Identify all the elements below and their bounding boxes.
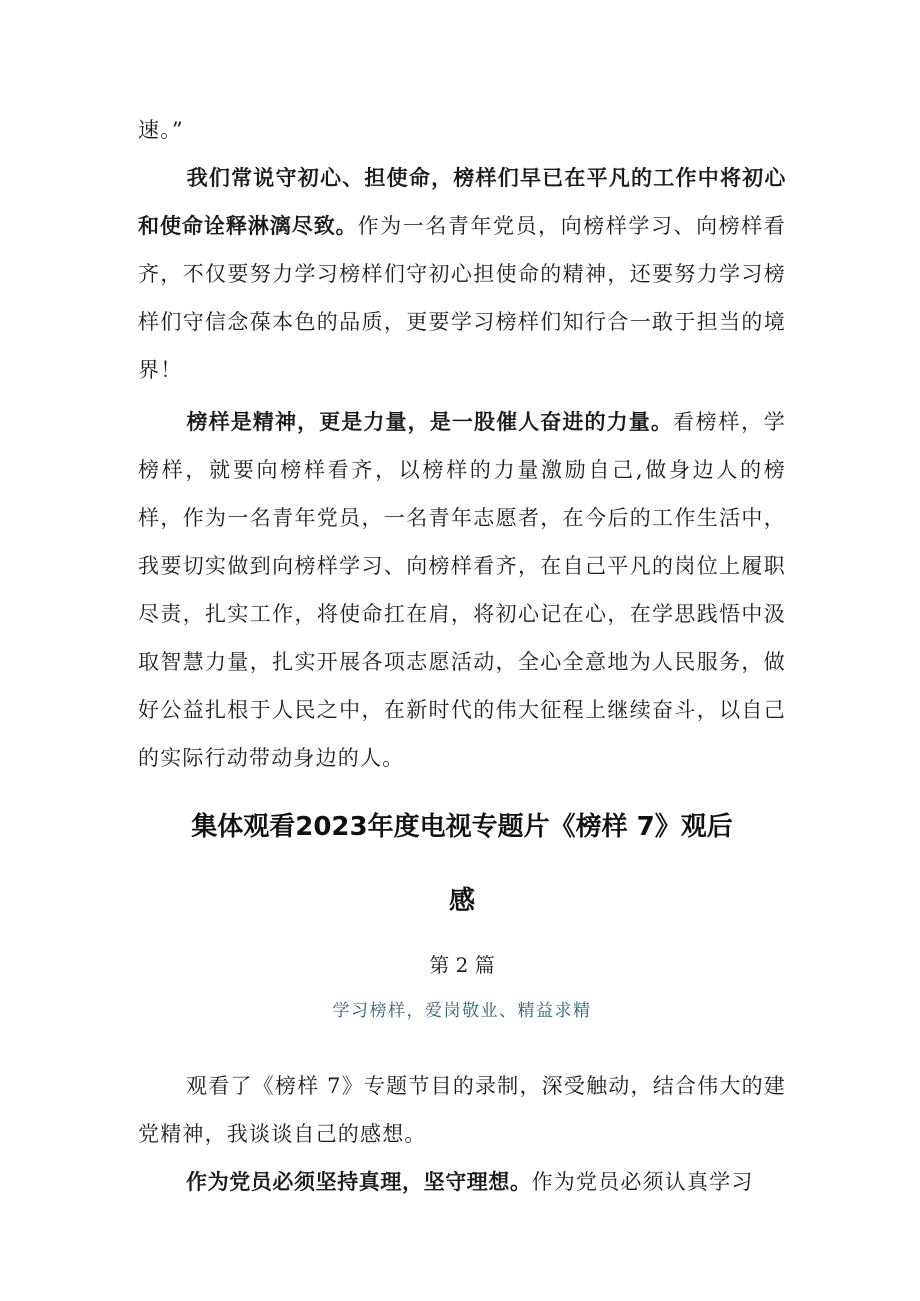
article-subtitle: 学习榜样，爱岗敬业、精益求精 <box>332 1001 592 1021</box>
paragraph-lead-bold: 榜样是精神，更是力量，是一股催人奋进的力量。 <box>186 410 673 434</box>
paragraph-text: 观看了《榜样 7》专题节目的录制，深受触动，结合伟大的建党精神，我谈谈自己的感想。 <box>138 1074 786 1146</box>
paragraph-lead-bold: 我们常说守初心、担使命，榜样们早已在平凡的工作中将初心和使命诠释淋漓尽致。 <box>138 166 786 238</box>
paragraph-continuation <box>138 106 786 154</box>
paragraph-3 <box>138 1062 786 1158</box>
article-number: 第 2 篇 <box>429 953 495 977</box>
article-title-line-1: 集体观看2023年度电视专题片《榜样 7》观后 <box>191 812 733 842</box>
paragraph-text: 作为一名青年党员，向榜样学习、向榜样看齐，不仅要努力学习榜样们守初心担使命的精神，还要努力学习榜样们守信念葆本色的品质，更要学习榜样们知行合一敢于担当的境界！ <box>138 214 786 382</box>
paragraph-1 <box>138 154 786 394</box>
paragraph-text: 作为党员必须认真学习 <box>531 1170 754 1194</box>
paragraph-4 <box>138 1158 786 1206</box>
paragraph-text: 速。” <box>138 118 184 142</box>
paragraph-2 <box>138 398 786 782</box>
paragraph-lead-bold: 作为党员必须坚持真理，坚守理想。 <box>186 1170 532 1194</box>
paragraph-text: 看榜样，学榜样，就要向榜样看齐，以榜样的力量激励自己,做身边人的榜样，作为一名青年党员，一名青年志愿者，在今后的工作生活中，我要切实做到向榜样学习、向榜样看齐，在自己平凡的岗位上履职尽责，扎实工作，将使命扛在肩，将初心记在心，在学思践悟中汲取智慧力量，扎实开展各项志愿活动，全心全意地为人民服务，做好公益扎根于人民之中，在新时代的伟大征程上继续奋斗，以自己的实际行动带动身边的人。 <box>138 410 786 770</box>
article-title-line-2: 感 <box>448 886 475 916</box>
